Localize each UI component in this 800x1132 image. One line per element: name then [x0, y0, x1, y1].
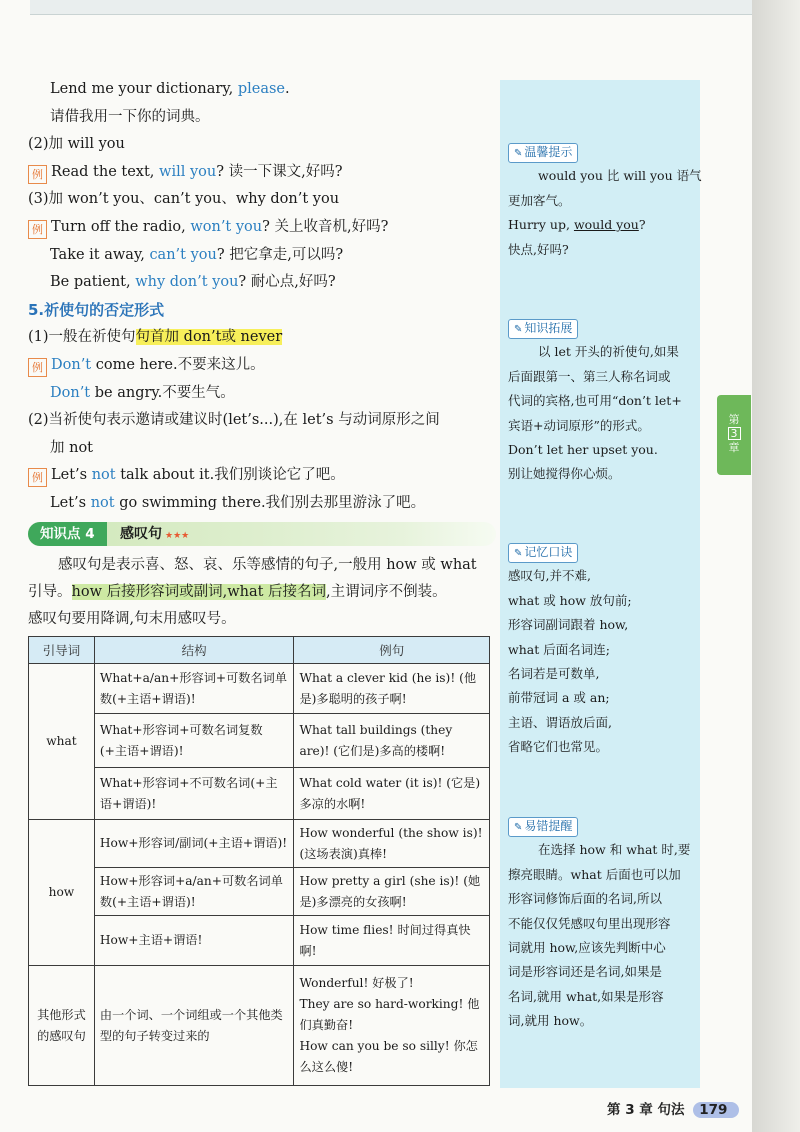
example-cell: How time flies! 时间过得真快啊! — [294, 916, 490, 966]
table-header-row — [29, 637, 490, 664]
example-line: Be patient, why don’t you? 耐心点,好吗? — [50, 274, 336, 291]
knowledge-point-tag: 知识点 4 — [28, 522, 107, 546]
extension-badge: ✎ 知识拓展 — [508, 319, 578, 339]
example-translation: 请借我用一下你的词典。 — [50, 108, 210, 125]
mistake-badge: ✎ 易错提醒 — [508, 817, 578, 837]
chapter-label: 第 3 章 句法 — [607, 1102, 685, 1118]
example-icon: 例 — [28, 165, 47, 184]
highlight: 句首加 don’t或 never — [135, 329, 283, 346]
extension-box: ✎ 知识拓展 以 let 开头的祈使句,如果 后面跟第一、第三人称名词或 代词的宾格,也可用“don’t let+ 宾语+动词原形”的形式。 Don’t let her upset you. 别让她搅得你心烦。 — [508, 321, 682, 482]
example-line: Don’t be angry.不要生气。 — [50, 384, 235, 401]
table-row — [29, 820, 490, 868]
note-icon: ✎ — [514, 324, 523, 335]
lead-word-how: how — [29, 820, 95, 966]
example-line: 例 Read the text, will you? 读一下课文,好吗? — [28, 159, 496, 187]
note-icon: ✎ — [514, 548, 523, 559]
table-row — [29, 868, 490, 916]
rule-heading: (3)加 won’t you、can’t you、why don’t you — [28, 191, 340, 208]
table-header: 引导词 — [29, 637, 95, 664]
example-line: Take it away, can’t you? 把它拿走,可以吗? — [50, 246, 344, 263]
intro-paragraph: 感叹句是表示喜、怒、哀、乐等感情的句子,一般用 how 或 what 引导。how 后接形容词或副词,what 后接名词,主谓词序不倒装。 感叹句要用降调,句末用感叹号。 — [28, 556, 477, 627]
rule-heading: (2)加 will you — [28, 136, 125, 153]
example-cell: How pretty a girl (she is)! (她是)多漂亮的女孩啊! — [294, 868, 490, 916]
example-cell: What a clever kid (he is)! (他是)多聪明的孩子啊! — [294, 664, 490, 714]
exclamation-table — [28, 636, 490, 1086]
example-icon: 例 — [28, 220, 47, 239]
rule-heading: (1)一般在祈使句句首加 don’t或 never — [28, 329, 283, 346]
book-spine-shadow — [752, 0, 800, 1132]
table-row — [29, 664, 490, 714]
example-cell: How wonderful (the show is)! (这场表演)真棒! — [294, 820, 490, 868]
structure-cell: 由一个词、一个词组或一个其他类型的句子转变过来的 — [94, 966, 294, 1086]
structure-cell: How+形容词+a/an+可数名词单数(+主语+谓语)! — [94, 868, 294, 916]
example-icon: 例 — [28, 358, 47, 377]
table-row — [29, 714, 490, 768]
rule-heading-cont: 加 not — [50, 439, 94, 456]
highlight: how 后接形容词或副词,what 后接名词 — [71, 583, 327, 600]
structure-cell: What+形容词+可数名词复数(+主语+谓语)! — [94, 714, 294, 768]
note-icon: ✎ — [514, 148, 523, 159]
example-line: 例 Let’s not talk about it.我们别谈论它了吧。 — [28, 462, 496, 490]
example-line: Lend me your dictionary, please. — [50, 81, 290, 97]
note-icon: ✎ — [514, 822, 523, 833]
rule-heading: (2)当祈使句表示邀请或建议时(let’s...),在 let’s 与动词原形之间 — [28, 412, 440, 429]
structure-cell: What+形容词+不可数名词(+主语+谓语)! — [94, 768, 294, 820]
table-row — [29, 768, 490, 820]
table-row — [29, 916, 490, 966]
page-top-strip — [30, 0, 752, 15]
chapter-tab[interactable]: 第 3 章 — [717, 395, 751, 475]
example-cell: What cold water (it is)! (它是)多凉的水啊! — [294, 768, 490, 820]
table-header: 结构 — [94, 637, 294, 664]
mnemonic-box: ✎ 记忆口诀 感叹句,并不难, what 或 how 放句前; 形容词副词跟着 how, what 后面名词连; 名词若是可数单, 前带冠词 a 或 an; 主语、谓语放后面, 省略它们也常见。 — [508, 545, 632, 755]
lead-word-other: 其他形式的感叹句 — [29, 966, 95, 1086]
structure-cell: How+主语+谓语! — [94, 916, 294, 966]
difficulty-stars: ★★★ — [165, 530, 190, 541]
page-number: 179 — [693, 1102, 739, 1118]
structure-cell: How+形容词/副词(+主语+谓语)! — [94, 820, 294, 868]
mnemonic-badge: ✎ 记忆口诀 — [508, 543, 578, 563]
knowledge-point-bar — [28, 522, 496, 546]
tip-box: ✎ 温馨提示 would you 比 will you 语气 更加客气。 Hurry up, would you? 快点,好吗? — [508, 145, 702, 257]
section-heading: 5.祈使句的否定形式 — [28, 300, 165, 319]
example-line: 例 Don’t come here.不要来这儿。 — [28, 352, 496, 380]
example-line: Let’s not go swimming there.我们别去那里游泳了吧。 — [50, 494, 426, 511]
table-row — [29, 966, 490, 1086]
knowledge-point-title: 感叹句 ★★★ — [120, 525, 190, 542]
structure-cell: What+a/an+形容词+可数名词单数(+主语+谓语)! — [94, 664, 294, 714]
example-cell: What tall buildings (they are)! (它们是)多高的楼啊! — [294, 714, 490, 768]
example-cell: Wonderful! 好极了! They are so hard-working! 他们真勤奋! How can you be so silly! 你怎么这么傻! — [294, 966, 490, 1086]
lead-word-what: what — [29, 664, 95, 820]
example-icon: 例 — [28, 468, 47, 487]
main-column — [28, 76, 496, 633]
page-footer — [607, 1098, 739, 1118]
tip-badge: ✎ 温馨提示 — [508, 143, 578, 163]
table-header: 例句 — [294, 637, 490, 664]
example-line: 例 Turn off the radio, won’t you? 关上收音机,好吗? — [28, 214, 496, 242]
mistake-box: ✎ 易错提醒 在选择 how 和 what 时,要 擦亮眼睛。what 后面也可以加 形容词修饰后面的名词,所以 不能仅仅凭感叹句里出现形容 词就用 how,应该先判断中心 词是形容词还是名词,如果是 名词,就用 what,如果是形容 词,就用 how。 — [508, 819, 691, 1029]
